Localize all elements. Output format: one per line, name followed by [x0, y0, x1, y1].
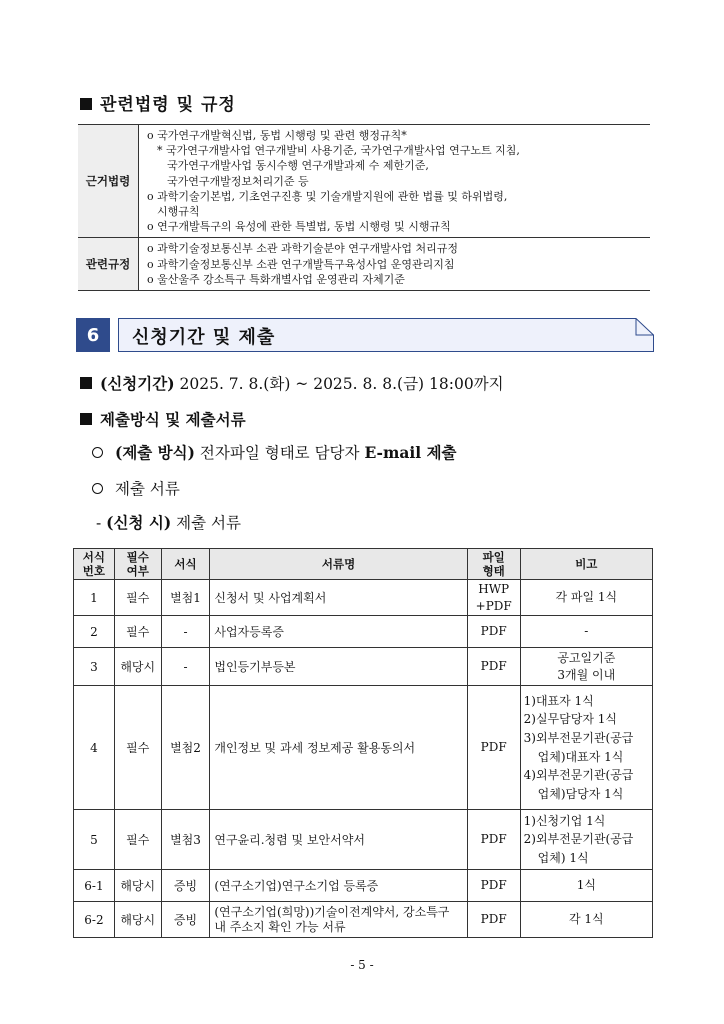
circle-bullet-icon [92, 447, 103, 458]
table-row [74, 616, 653, 648]
table-row [74, 648, 653, 686]
note-line: 업체) 1식 [537, 850, 589, 865]
cell-form-number: 2 [74, 616, 115, 648]
file-type-text: +PDF [475, 598, 512, 613]
file-type-text: PDF [480, 624, 507, 638]
cell-required: 필수 [114, 580, 161, 616]
cell-document-name: (연구소기업(희망))기술이전계약서, 강소특구 내 주소지 확인 가능 서류 [210, 902, 467, 938]
submit-sub-label: (신청 시) [106, 513, 172, 532]
file-type-text: PDF [480, 832, 507, 846]
note-line: 4)외부전문기관(공급 [523, 768, 634, 783]
law-line: 국가연구개발정보처리기준 등 [167, 174, 309, 188]
cell-document-name: 연구윤리.청렴 및 보안서약서 [210, 810, 467, 870]
period-label: (신청기간) [100, 374, 175, 393]
cell-form: 별첨2 [161, 686, 210, 810]
cell-file-type [467, 648, 520, 686]
cell-note [520, 902, 652, 938]
note-line: 각 파일 1식 [555, 590, 618, 604]
cell-document-name: 신청서 및 사업계획서 [210, 580, 467, 616]
square-bullet-icon [80, 413, 92, 425]
table-row [74, 580, 653, 616]
cell-file-type [467, 902, 520, 938]
law-line: 국가연구개발사업 동시수행 연구개발과제 수 제한기준, [167, 159, 429, 173]
square-bullet-icon [80, 377, 92, 389]
note-line: 2)외부전문기관(공급 [523, 832, 634, 847]
cell-document-name: 개인정보 및 과세 정보제공 활용동의서 [210, 686, 467, 810]
page-number: - 5 - [350, 958, 374, 972]
laws-row-related [78, 238, 650, 291]
law-line: * 국가연구개발사업 연구개발비 사용기준, 국가연구개발사업 연구노트 지침, [157, 144, 520, 158]
laws-table [78, 124, 650, 291]
period-text: 2025. 7. 8.(화) ~ 2025. 8. 8.(금) 18:00까지 [179, 375, 504, 393]
cell-file-type [467, 616, 520, 648]
note-line: 1)신청기업 1식 [523, 813, 606, 828]
note-line: - [584, 624, 589, 638]
header-form: 서식 [161, 549, 210, 580]
submit-sub-text: 제출 서류 [176, 514, 241, 532]
cell-form: 증빙 [161, 902, 210, 938]
cell-note [520, 810, 652, 870]
note-line: 3개월 이내 [557, 667, 616, 682]
cell-file-type [467, 870, 520, 902]
cell-form-number: 6-1 [74, 870, 115, 902]
cell-form: 별첨1 [161, 580, 210, 616]
cell-form-number: 3 [74, 648, 115, 686]
cell-required: 필수 [114, 810, 161, 870]
laws-section-heading [80, 90, 236, 115]
note-line: 업체)담당자 1식 [537, 786, 624, 801]
table-row [74, 902, 653, 938]
note-line: 1식 [576, 878, 596, 892]
square-bullet-icon [80, 98, 92, 110]
law-line: o 국가연구개발혁신법, 동법 시행령 및 관련 행정규칙* [147, 129, 407, 142]
cell-document-name: (연구소기업)연구소기업 등록증 [210, 870, 467, 902]
table-row [74, 870, 653, 902]
section-title: 신청기간 및 제출 [132, 327, 276, 348]
law-line: o 과학기술정보통신부 소관 과학기술분야 연구개발사업 처리규정 [147, 242, 459, 256]
header-document-name: 서류명 [210, 549, 467, 580]
header-form-number: 서식 번호 [74, 549, 115, 580]
cell-form: 증빙 [161, 870, 210, 902]
law-line: o 과학기술정보통신부 소관 연구개발특구육성사업 운영관리지침 [147, 257, 455, 271]
note-line: 업체)대표자 1식 [537, 749, 624, 764]
cell-note [520, 686, 652, 810]
cell-form-number: 5 [74, 810, 115, 870]
law-line: 시행규칙 [157, 205, 200, 219]
submit-title: 제출방식 및 제출서류 [100, 410, 246, 429]
documents-table-header [74, 549, 653, 580]
laws-row-body [139, 125, 651, 238]
cell-note [520, 580, 652, 616]
law-line: o 울산울주 강소특구 특화개별사업 운영관리 자체기준 [147, 272, 405, 286]
header-file-type: 파일 형태 [467, 549, 520, 580]
cell-required: 해당시 [114, 648, 161, 686]
cell-form-number: 6-2 [74, 902, 115, 938]
laws-row-label: 근거법령 [78, 125, 139, 238]
cell-document-name: 사업자등록증 [210, 616, 467, 648]
submit-sub-line [96, 511, 241, 533]
file-type-text: PDF [480, 740, 507, 754]
cell-form-number: 4 [74, 686, 115, 810]
cell-form: - [161, 648, 210, 686]
table-row [74, 686, 653, 810]
file-type-text: PDF [480, 912, 507, 926]
submit-method-text: 전자파일 형태로 담당자 [199, 444, 360, 462]
cell-file-type [467, 810, 520, 870]
note-line: 1)대표자 1식 [523, 693, 594, 708]
file-type-text: PDF [480, 878, 507, 892]
cell-required: 필수 [114, 686, 161, 810]
circle-bullet-icon [92, 483, 103, 494]
law-line: o 연구개발특구의 육성에 관한 특별법, 동법 시행령 및 시행규칙 [147, 220, 451, 234]
file-type-text: PDF [480, 659, 507, 673]
documents-table [73, 548, 653, 938]
cell-form: - [161, 616, 210, 648]
section-number-badge: 6 [76, 318, 110, 352]
laws-row-body [139, 238, 651, 291]
cell-note [520, 616, 652, 648]
submit-docs-line [92, 477, 180, 499]
submit-method-line [92, 441, 457, 463]
note-line: 3)외부전문기관(공급 [523, 730, 634, 745]
cell-form: 별첨3 [161, 810, 210, 870]
cell-required: 필수 [114, 616, 161, 648]
submit-method-bold: E-mail 제출 [364, 443, 457, 462]
note-line: 공고일기준 [557, 650, 616, 665]
note-line: 각 1식 [569, 912, 604, 926]
cell-note [520, 870, 652, 902]
cell-required: 해당시 [114, 870, 161, 902]
header-required: 필수 여부 [114, 549, 161, 580]
law-line: o 과학기술기본법, 기초연구진흥 및 기술개발지원에 관한 법률 및 하위법령, [147, 189, 508, 203]
section-banner [118, 318, 654, 352]
file-type-text: HWP [478, 581, 510, 596]
cell-required: 해당시 [114, 902, 161, 938]
documents-table-body [74, 580, 653, 938]
laws-row-basis [78, 125, 650, 238]
laws-section-title: 관련법령 및 규정 [100, 95, 236, 115]
dash-prefix: - [96, 514, 107, 532]
cell-file-type [467, 686, 520, 810]
submit-heading [80, 408, 246, 430]
period-line [80, 372, 504, 394]
cell-file-type [467, 580, 520, 616]
cell-document-name: 법인등기부등본 [210, 648, 467, 686]
note-line: 2)실무담당자 1식 [523, 712, 617, 727]
submit-docs-title: 제출 서류 [115, 480, 180, 498]
submit-method-label: (제출 방식) [115, 443, 195, 462]
table-row [74, 810, 653, 870]
header-note: 비고 [520, 549, 652, 580]
laws-row-label: 관련규정 [78, 238, 139, 291]
cell-form-number: 1 [74, 580, 115, 616]
cell-note [520, 648, 652, 686]
